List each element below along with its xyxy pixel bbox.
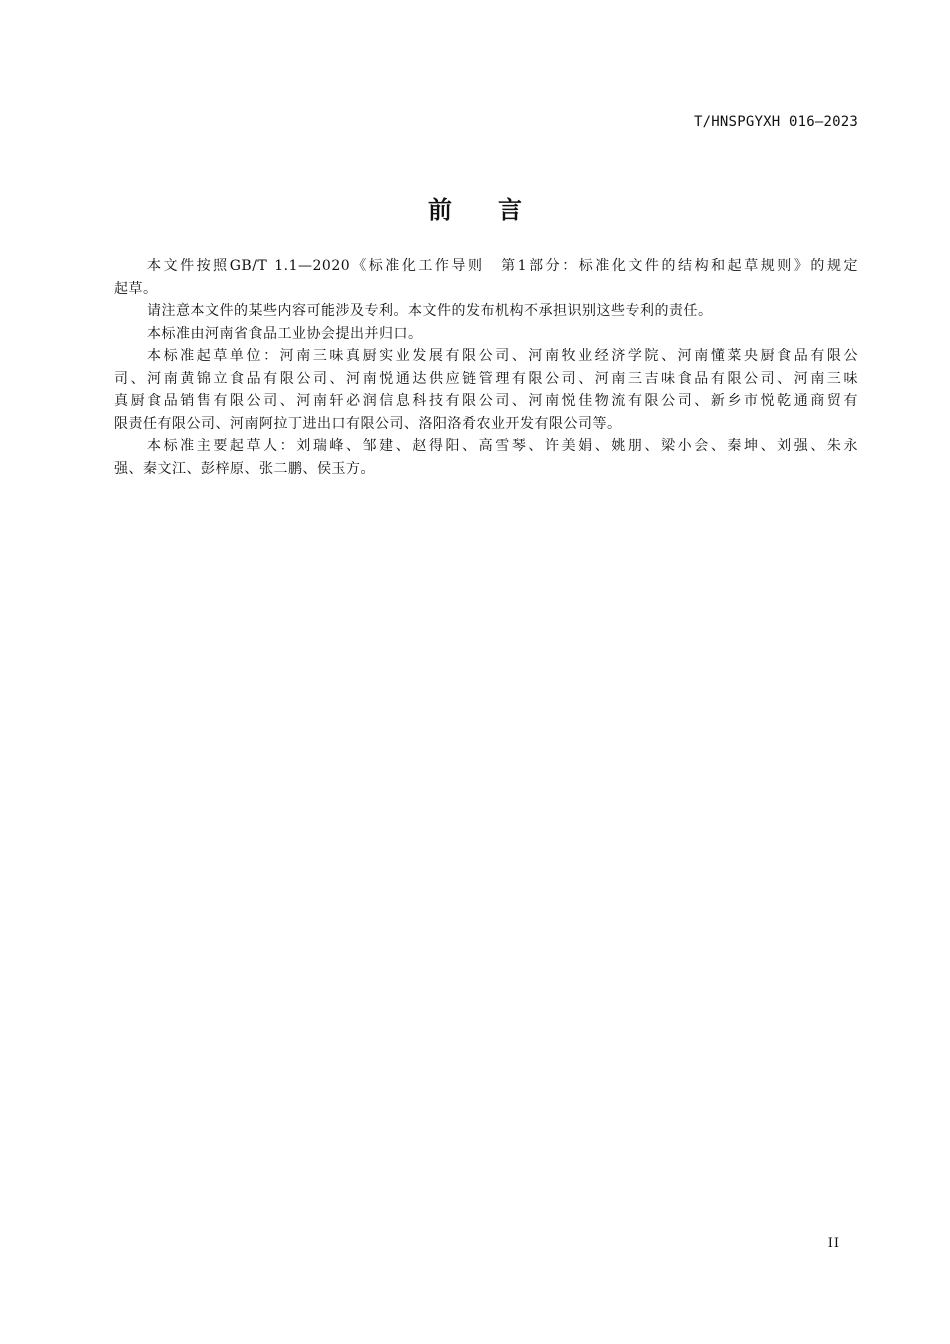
page-title [0, 190, 950, 225]
document-code: T/HNSPGYXH 016—2023 [694, 114, 858, 130]
preface-body [114, 255, 858, 480]
paragraph-line: 本文件按照GB/T 1.1—2020《标准化工作导则 第1部分：标准化文件的结构和起草规则》的规定 [147, 258, 858, 274]
paragraph-line: 司、河南黄锦立食品有限公司、河南悦通达供应链管理有限公司、河南三吉味食品有限公司、河南三味 [114, 370, 858, 387]
paragraph-drafters [114, 435, 858, 480]
paragraph-line: 本标准起草单位：河南三味真厨实业发展有限公司、河南牧业经济学院、河南懂菜央厨食品有限公 [147, 348, 858, 364]
page-number: II [827, 1236, 840, 1251]
paragraph-line: 请注意本文件的某些内容可能涉及专利。本文件的发布机构不承担识别这些专利的责任。 [147, 303, 713, 319]
paragraph-line: 本标准由河南省食品工业协会提出并归口。 [147, 325, 423, 342]
paragraph-line: 强、秦文江、彭梓原、张二鹏、侯玉方。 [114, 460, 375, 477]
paragraph-drafting-units [114, 345, 858, 435]
paragraph-line: 本标准主要起草人：刘瑞峰、邹建、赵得阳、高雪琴、许美娟、姚朋、梁小会、秦坤、刘强、朱永 [147, 438, 858, 454]
paragraph-line: 起草。 [114, 280, 158, 297]
paragraph-patent-notice [114, 300, 858, 323]
paragraph-drafting-rules [114, 255, 858, 300]
title-char-1: 前 [428, 196, 452, 224]
paragraph-line: 限责任有限公司、河南阿拉丁进出口有限公司、洛阳洛肴农业开发有限公司等。 [114, 415, 622, 432]
paragraph-proposer [114, 323, 858, 346]
title-char-2: 言 [498, 196, 522, 224]
paragraph-line: 真厨食品销售有限公司、河南轩必润信息科技有限公司、河南悦佳物流有限公司、新乡市悦乾通商贸有 [114, 393, 858, 409]
